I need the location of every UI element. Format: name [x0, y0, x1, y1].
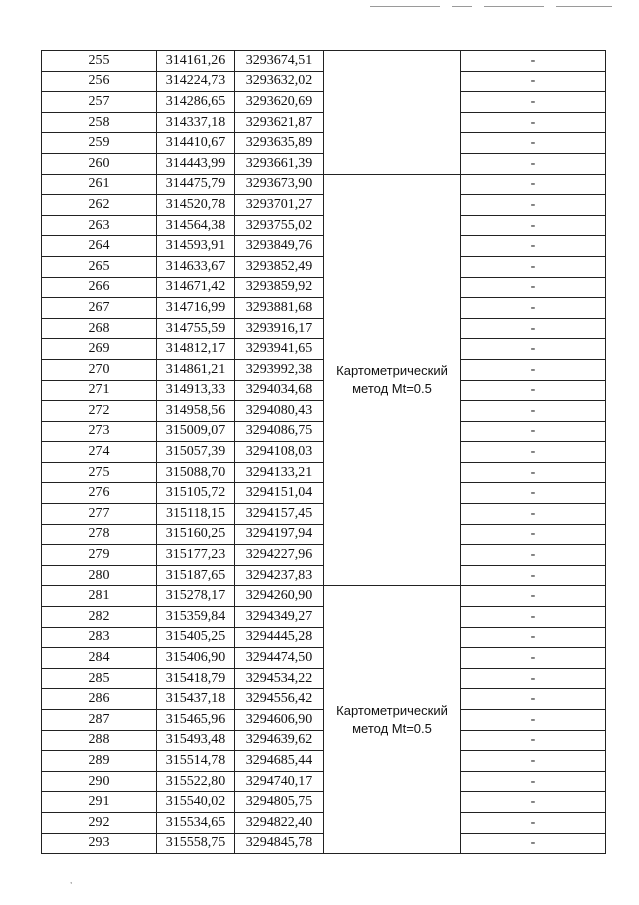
- y-coordinate-cell: 3294685,44: [235, 751, 324, 772]
- point-number-cell: 284: [42, 648, 157, 669]
- error-value-cell: -: [461, 318, 606, 339]
- y-coordinate-cell: 3294133,21: [235, 462, 324, 483]
- point-number-cell: 257: [42, 92, 157, 113]
- error-value-cell: -: [461, 92, 606, 113]
- x-coordinate-cell: 315465,96: [157, 710, 235, 731]
- error-value-cell: -: [461, 730, 606, 751]
- y-coordinate-cell: 3294445,28: [235, 627, 324, 648]
- y-coordinate-cell: 3293632,02: [235, 71, 324, 92]
- x-coordinate-cell: 315009,07: [157, 421, 235, 442]
- error-value-cell: -: [461, 401, 606, 422]
- error-value-cell: -: [461, 812, 606, 833]
- point-number-cell: 285: [42, 668, 157, 689]
- y-coordinate-cell: 3293881,68: [235, 298, 324, 319]
- table-row: [42, 174, 606, 195]
- x-coordinate-cell: 314224,73: [157, 71, 235, 92]
- method-cell: [324, 51, 461, 175]
- error-value-cell: -: [461, 833, 606, 854]
- header-rule: [484, 6, 544, 7]
- y-coordinate-cell: 3293673,90: [235, 174, 324, 195]
- error-value-cell: -: [461, 442, 606, 463]
- error-value-cell: -: [461, 565, 606, 586]
- error-value-cell: -: [461, 504, 606, 525]
- x-coordinate-cell: 315057,39: [157, 442, 235, 463]
- y-coordinate-cell: 3294151,04: [235, 483, 324, 504]
- x-coordinate-cell: 315418,79: [157, 668, 235, 689]
- table-row: [42, 51, 606, 72]
- coordinates-table-body: [42, 51, 606, 854]
- x-coordinate-cell: 315522,80: [157, 771, 235, 792]
- x-coordinate-cell: 314958,56: [157, 401, 235, 422]
- x-coordinate-cell: 315437,18: [157, 689, 235, 710]
- error-value-cell: -: [461, 236, 606, 257]
- point-number-cell: 272: [42, 401, 157, 422]
- point-number-cell: 291: [42, 792, 157, 813]
- x-coordinate-cell: 315160,25: [157, 524, 235, 545]
- error-value-cell: -: [461, 133, 606, 154]
- header-rule: [370, 6, 440, 7]
- point-number-cell: 276: [42, 483, 157, 504]
- y-coordinate-cell: 3293755,02: [235, 215, 324, 236]
- error-value-cell: -: [461, 668, 606, 689]
- point-number-cell: 260: [42, 153, 157, 174]
- point-number-cell: 267: [42, 298, 157, 319]
- x-coordinate-cell: 314475,79: [157, 174, 235, 195]
- point-number-cell: 270: [42, 359, 157, 380]
- point-number-cell: 282: [42, 607, 157, 628]
- y-coordinate-cell: 3294349,27: [235, 607, 324, 628]
- y-coordinate-cell: 3293674,51: [235, 51, 324, 72]
- y-coordinate-cell: 3293849,76: [235, 236, 324, 257]
- y-coordinate-cell: 3294080,43: [235, 401, 324, 422]
- method-cell: Картометрический метод Mt=0.5: [324, 586, 461, 854]
- point-number-cell: 263: [42, 215, 157, 236]
- x-coordinate-cell: 314671,42: [157, 277, 235, 298]
- error-value-cell: -: [461, 277, 606, 298]
- point-number-cell: 274: [42, 442, 157, 463]
- error-value-cell: -: [461, 359, 606, 380]
- point-number-cell: 283: [42, 627, 157, 648]
- coordinates-table: [41, 50, 606, 854]
- error-value-cell: -: [461, 586, 606, 607]
- y-coordinate-cell: 3293852,49: [235, 256, 324, 277]
- x-coordinate-cell: 314286,65: [157, 92, 235, 113]
- table-row: [42, 586, 606, 607]
- error-value-cell: -: [461, 298, 606, 319]
- error-value-cell: -: [461, 710, 606, 731]
- error-value-cell: -: [461, 421, 606, 442]
- x-coordinate-cell: 314161,26: [157, 51, 235, 72]
- point-number-cell: 271: [42, 380, 157, 401]
- y-coordinate-cell: 3294556,42: [235, 689, 324, 710]
- y-coordinate-cell: 3294534,22: [235, 668, 324, 689]
- point-number-cell: 258: [42, 112, 157, 133]
- point-number-cell: 266: [42, 277, 157, 298]
- y-coordinate-cell: 3293992,38: [235, 359, 324, 380]
- error-value-cell: -: [461, 153, 606, 174]
- y-coordinate-cell: 3293859,92: [235, 277, 324, 298]
- x-coordinate-cell: 315278,17: [157, 586, 235, 607]
- x-coordinate-cell: 315493,48: [157, 730, 235, 751]
- y-coordinate-cell: 3294086,75: [235, 421, 324, 442]
- error-value-cell: -: [461, 483, 606, 504]
- x-coordinate-cell: 314410,67: [157, 133, 235, 154]
- x-coordinate-cell: 314593,91: [157, 236, 235, 257]
- y-coordinate-cell: 3293621,87: [235, 112, 324, 133]
- x-coordinate-cell: 314520,78: [157, 195, 235, 216]
- y-coordinate-cell: 3294639,62: [235, 730, 324, 751]
- y-coordinate-cell: 3294606,90: [235, 710, 324, 731]
- error-value-cell: -: [461, 689, 606, 710]
- x-coordinate-cell: 314633,67: [157, 256, 235, 277]
- point-number-cell: 281: [42, 586, 157, 607]
- point-number-cell: 261: [42, 174, 157, 195]
- x-coordinate-cell: 314716,99: [157, 298, 235, 319]
- y-coordinate-cell: 3294237,83: [235, 565, 324, 586]
- error-value-cell: -: [461, 215, 606, 236]
- method-cell: Картометрический метод Mt=0.5: [324, 174, 461, 586]
- y-coordinate-cell: 3294157,45: [235, 504, 324, 525]
- x-coordinate-cell: 314337,18: [157, 112, 235, 133]
- x-coordinate-cell: 314755,59: [157, 318, 235, 339]
- x-coordinate-cell: 314564,38: [157, 215, 235, 236]
- error-value-cell: -: [461, 339, 606, 360]
- point-number-cell: 289: [42, 751, 157, 772]
- x-coordinate-cell: 315187,65: [157, 565, 235, 586]
- error-value-cell: -: [461, 545, 606, 566]
- point-number-cell: 269: [42, 339, 157, 360]
- y-coordinate-cell: 3293635,89: [235, 133, 324, 154]
- y-coordinate-cell: 3294034,68: [235, 380, 324, 401]
- x-coordinate-cell: 314861,21: [157, 359, 235, 380]
- x-coordinate-cell: 314443,99: [157, 153, 235, 174]
- x-coordinate-cell: 315359,84: [157, 607, 235, 628]
- x-coordinate-cell: 315105,72: [157, 483, 235, 504]
- x-coordinate-cell: 315514,78: [157, 751, 235, 772]
- error-value-cell: -: [461, 771, 606, 792]
- header-rule: [452, 6, 472, 7]
- error-value-cell: -: [461, 256, 606, 277]
- point-number-cell: 262: [42, 195, 157, 216]
- error-value-cell: -: [461, 380, 606, 401]
- point-number-cell: 265: [42, 256, 157, 277]
- error-value-cell: -: [461, 112, 606, 133]
- y-coordinate-cell: 3294197,94: [235, 524, 324, 545]
- y-coordinate-cell: 3293620,69: [235, 92, 324, 113]
- point-number-cell: 259: [42, 133, 157, 154]
- error-value-cell: -: [461, 751, 606, 772]
- point-number-cell: 256: [42, 71, 157, 92]
- x-coordinate-cell: 315177,23: [157, 545, 235, 566]
- header-rule: [556, 6, 612, 7]
- point-number-cell: 286: [42, 689, 157, 710]
- x-coordinate-cell: 314812,17: [157, 339, 235, 360]
- point-number-cell: 273: [42, 421, 157, 442]
- x-coordinate-cell: 315540,02: [157, 792, 235, 813]
- x-coordinate-cell: 315558,75: [157, 833, 235, 854]
- error-value-cell: -: [461, 71, 606, 92]
- footer-mark: ,: [70, 876, 73, 885]
- point-number-cell: 292: [42, 812, 157, 833]
- y-coordinate-cell: 3293941,65: [235, 339, 324, 360]
- point-number-cell: 279: [42, 545, 157, 566]
- y-coordinate-cell: 3294260,90: [235, 586, 324, 607]
- y-coordinate-cell: 3294474,50: [235, 648, 324, 669]
- point-number-cell: 288: [42, 730, 157, 751]
- error-value-cell: -: [461, 174, 606, 195]
- x-coordinate-cell: 315534,65: [157, 812, 235, 833]
- error-value-cell: -: [461, 648, 606, 669]
- y-coordinate-cell: 3294227,96: [235, 545, 324, 566]
- point-number-cell: 287: [42, 710, 157, 731]
- error-value-cell: -: [461, 195, 606, 216]
- y-coordinate-cell: 3294822,40: [235, 812, 324, 833]
- y-coordinate-cell: 3294845,78: [235, 833, 324, 854]
- error-value-cell: -: [461, 792, 606, 813]
- y-coordinate-cell: 3293701,27: [235, 195, 324, 216]
- error-value-cell: -: [461, 51, 606, 72]
- error-value-cell: -: [461, 462, 606, 483]
- point-number-cell: 290: [42, 771, 157, 792]
- point-number-cell: 268: [42, 318, 157, 339]
- x-coordinate-cell: 315405,25: [157, 627, 235, 648]
- y-coordinate-cell: 3294740,17: [235, 771, 324, 792]
- error-value-cell: -: [461, 524, 606, 545]
- point-number-cell: 275: [42, 462, 157, 483]
- x-coordinate-cell: 315406,90: [157, 648, 235, 669]
- error-value-cell: -: [461, 607, 606, 628]
- x-coordinate-cell: 315118,15: [157, 504, 235, 525]
- error-value-cell: -: [461, 627, 606, 648]
- point-number-cell: 277: [42, 504, 157, 525]
- point-number-cell: 293: [42, 833, 157, 854]
- point-number-cell: 255: [42, 51, 157, 72]
- y-coordinate-cell: 3293916,17: [235, 318, 324, 339]
- x-coordinate-cell: 314913,33: [157, 380, 235, 401]
- point-number-cell: 278: [42, 524, 157, 545]
- y-coordinate-cell: 3293661,39: [235, 153, 324, 174]
- point-number-cell: 280: [42, 565, 157, 586]
- x-coordinate-cell: 315088,70: [157, 462, 235, 483]
- y-coordinate-cell: 3294805,75: [235, 792, 324, 813]
- y-coordinate-cell: 3294108,03: [235, 442, 324, 463]
- point-number-cell: 264: [42, 236, 157, 257]
